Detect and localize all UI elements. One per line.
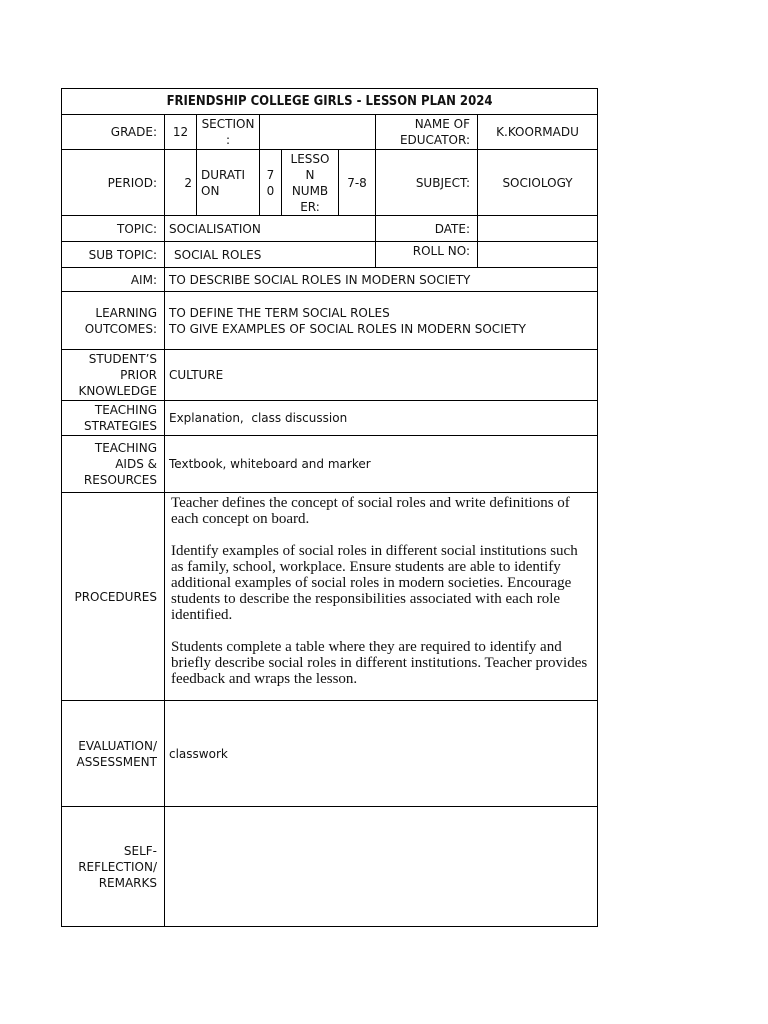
aim-label: AIM:	[62, 268, 165, 292]
teaching-aids-value: Textbook, whiteboard and marker	[165, 436, 598, 493]
self-reflection-label: SELF- REFLECTION/ REMARKS	[62, 807, 165, 927]
duration-value: 7 0	[260, 150, 282, 216]
teaching-strategies-value: Explanation, class discussion	[165, 401, 598, 436]
procedures-label: PROCEDURES	[62, 493, 165, 701]
section-label: SECTION :	[197, 115, 260, 150]
procedures-body	[165, 493, 598, 701]
learning-outcome-item: TO DEFINE THE TERM SOCIAL ROLES	[169, 305, 390, 320]
subject-label: SUBJECT:	[376, 150, 478, 216]
procedure-paragraph: Teacher defines the concept of social roles and write definitions of each concept on board.	[171, 495, 570, 527]
grade-value: 12	[165, 115, 197, 150]
procedure-paragraph: Identify examples of social roles in different social institutions such as family, school, workplace. Ensure students are able to identify additional examples of social roles in modern societies. Encourage students to describe the responsibilities associated with each role identified.	[171, 543, 578, 623]
evaluation-value: classwork	[165, 701, 598, 807]
grade-label: GRADE:	[62, 115, 165, 150]
date-value[interactable]	[478, 216, 598, 242]
educator-value: K.KOORMADU	[478, 115, 598, 150]
prior-knowledge-value: CULTURE	[165, 350, 598, 401]
date-label: DATE:	[376, 216, 478, 242]
document-title: FRIENDSHIP COLLEGE GIRLS - LESSON PLAN 2024	[62, 89, 598, 115]
topic-value: SOCIALISATION	[165, 216, 376, 242]
evaluation-label: EVALUATION/ ASSESSMENT	[62, 701, 165, 807]
learning-outcome-item: TO GIVE EXAMPLES OF SOCIAL ROLES IN MODERN SOCIETY	[169, 321, 526, 336]
section-value[interactable]	[260, 115, 376, 150]
subject-value: SOCIOLOGY	[478, 150, 598, 216]
self-reflection-value[interactable]	[165, 807, 598, 927]
learning-outcomes-label: LEARNING OUTCOMES:	[62, 292, 165, 350]
roll-no-value[interactable]	[478, 242, 598, 268]
learning-outcomes-list	[165, 292, 598, 350]
sub-topic-value: SOCIAL ROLES	[165, 242, 376, 268]
duration-label: DURATI ON	[197, 150, 260, 216]
period-label: PERIOD:	[62, 150, 165, 216]
lesson-plan-document	[61, 88, 597, 924]
prior-knowledge-label: STUDENT’S PRIOR KNOWLEDGE	[62, 350, 165, 401]
lesson-number-value: 7-8	[339, 150, 376, 216]
lesson-plan-table	[61, 88, 598, 927]
procedure-paragraph: Students complete a table where they are required to identify and briefly describe social roles in different institutions. Teacher provides feedback and wraps the lesson.	[171, 639, 588, 687]
sub-topic-label: SUB TOPIC:	[62, 242, 165, 268]
teaching-aids-label: TEACHING AIDS & RESOURCES	[62, 436, 165, 493]
period-value: 2	[165, 150, 197, 216]
educator-label: NAME OF EDUCATOR:	[376, 115, 478, 150]
aim-value: TO DESCRIBE SOCIAL ROLES IN MODERN SOCIETY	[165, 268, 598, 292]
teaching-strategies-label: TEACHING STRATEGIES	[62, 401, 165, 436]
roll-no-label: ROLL NO:	[376, 242, 478, 268]
lesson-number-label: LESSO N NUMB ER:	[282, 150, 339, 216]
topic-label: TOPIC:	[62, 216, 165, 242]
